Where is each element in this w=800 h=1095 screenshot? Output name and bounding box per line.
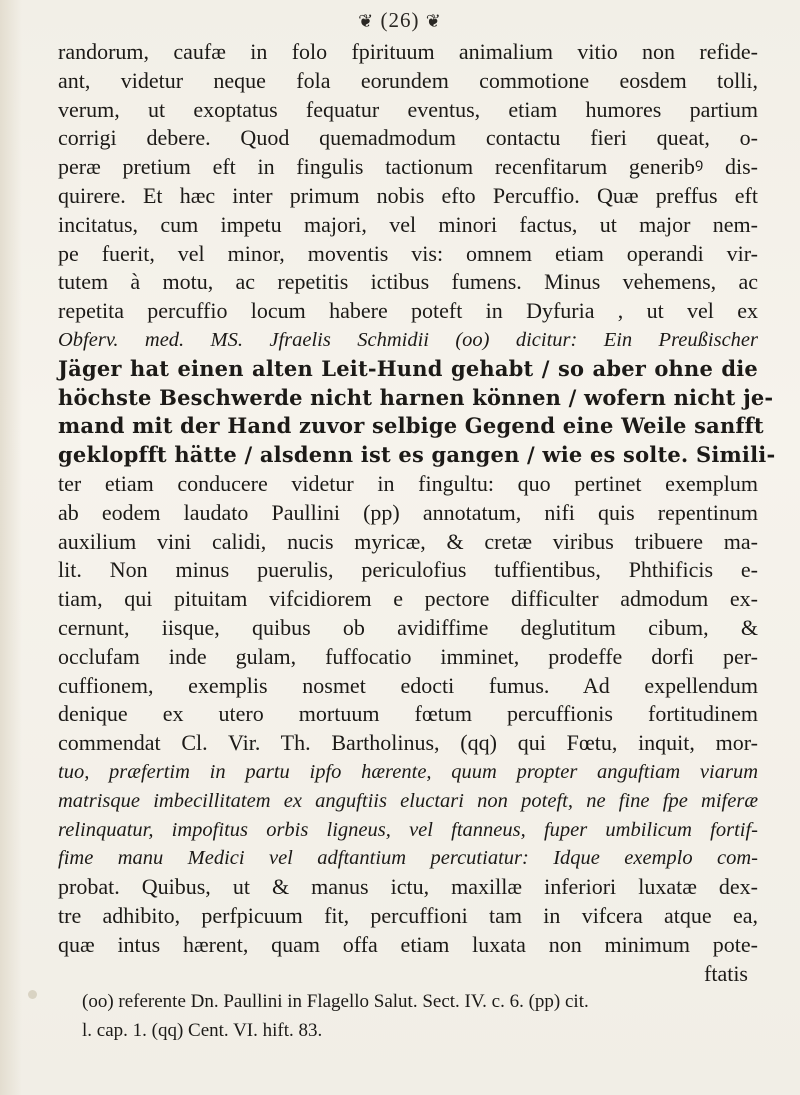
text-line: repetita percuffio locum habere poteft in Dyfuria , ut vel ex	[58, 298, 758, 324]
text-line-quotation: matrisque imbecillitatem ex anguftiis eluctari non poteft, ne fine fpe miferæ	[58, 789, 758, 812]
text-line: pe fuerit, vel minor, moventis vis: omnem etiam operandi vir-	[58, 240, 758, 266]
text-line: denique ex utero mortuum fœtum percuffionis fortitudinem	[58, 701, 758, 727]
text-line: cernunt, iisque, quibus ob avidiffime deglutitum cibum, &	[58, 614, 758, 640]
footnote-line: l. cap. 1. (qq) Cent. VI. hift. 83.	[82, 1020, 323, 1042]
text-line-quotation: relinquatur, impofitus orbis ligneus, vel ftanneus, fuper umbilicum fortif-	[58, 818, 758, 841]
page-gutter-shadow	[0, 0, 22, 1095]
text-line-german: Jäger hat einen alten Leit-Hund gehabt / so aber ohne die	[58, 355, 758, 381]
text-line-citation: Obferv. med. MS. Jfraelis Schmidii (oo) dicitur: Ein Preußischer	[58, 328, 758, 351]
text-line-quotation: tuo, præfertim in partu ipfo hærente, quum propter anguftiam viarum	[58, 760, 758, 783]
footnote-line: (oo) referente Dn. Paullini in Flagello Salut. Sect. IV. c. 6. (pp) cit.	[82, 991, 589, 1013]
text-line: peræ pretium eft in fingulis tactionum recenfitarum generibꝰ dis-	[58, 154, 758, 180]
text-line: ter etiam conducere videtur in fingultu: quo pertinet exemplum	[58, 470, 758, 496]
page-number: (26)	[380, 8, 420, 32]
text-line: quæ intus hærent, quam offa etiam luxata non minimum pote-	[58, 931, 758, 957]
text-line: incitatus, cum impetu majori, vel minori factus, ut major nem-	[58, 211, 758, 237]
text-line: corrigi debere. Quod quemadmodum contactu fieri queat, o-	[58, 125, 758, 151]
text-line-german: höchste Beschwerde nicht harnen können / wofern nicht je-	[58, 384, 774, 410]
text-line-german: geklopfft hätte / alsdenn ist es gangen / wie es solte. Simili-	[58, 442, 776, 468]
text-line: ant, videtur neque fola eorundem commotione eosdem tolli,	[58, 67, 758, 93]
text-line: commendat Cl. Vir. Th. Bartholinus, (qq) qui Fœtu, inquit, mor-	[58, 730, 758, 756]
margin-spot	[28, 990, 37, 999]
text-line: cuffionem, exemplis nosmet edocti fumus. Ad expellendum	[58, 672, 758, 698]
text-line: quirere. Et hæc inter primum nobis efto Percuffio. Quæ preffus eft	[58, 182, 758, 208]
text-line: probat. Quibus, ut & manus ictu, maxillæ inferiori luxatæ dex-	[58, 874, 758, 900]
text-line: lit. Non minus puerulis, periculofius tuffientibus, Phthificis e-	[58, 557, 758, 583]
fleuron-left-icon: ❦	[358, 11, 375, 31]
body-text	[58, 38, 776, 1046]
text-line-german: mand mit der Hand zuvor selbige Gegend eine Weile sanfft	[58, 413, 764, 439]
fleuron-right-icon: ❦	[425, 11, 442, 31]
text-line: occlufam inde gulam, fuffocatio imminet, prodeffe dorfi per-	[58, 643, 758, 669]
page-header	[0, 8, 800, 33]
text-line: randorum, caufæ in folo fpirituum animalium vitio non refide-	[58, 39, 758, 64]
text-line: auxilium vini calidi, nucis myricæ, & cretæ viribus tribuere ma-	[58, 528, 758, 554]
text-line: tiam, qui pituitam vifcidiorem e pectore difficulter admodum ex-	[58, 586, 758, 612]
text-line-quotation: fime manu Medici vel adftantium percutiatur: Idque exemplo com-	[58, 847, 758, 870]
text-line: tre adhibito, perfpicuum fit, percuffioni tam in vifcera atque ea,	[58, 902, 758, 928]
text-line: tutem à motu, ac repetitis ictibus fumens. Minus vehemens, ac	[58, 269, 758, 295]
catchword: ftatis	[704, 960, 748, 986]
text-line: ab eodem laudato Paullini (pp) annotatum, nifi quis repentinum	[58, 499, 758, 525]
text-line: verum, ut exoptatus fequatur eventus, etiam humores partium	[58, 96, 758, 122]
